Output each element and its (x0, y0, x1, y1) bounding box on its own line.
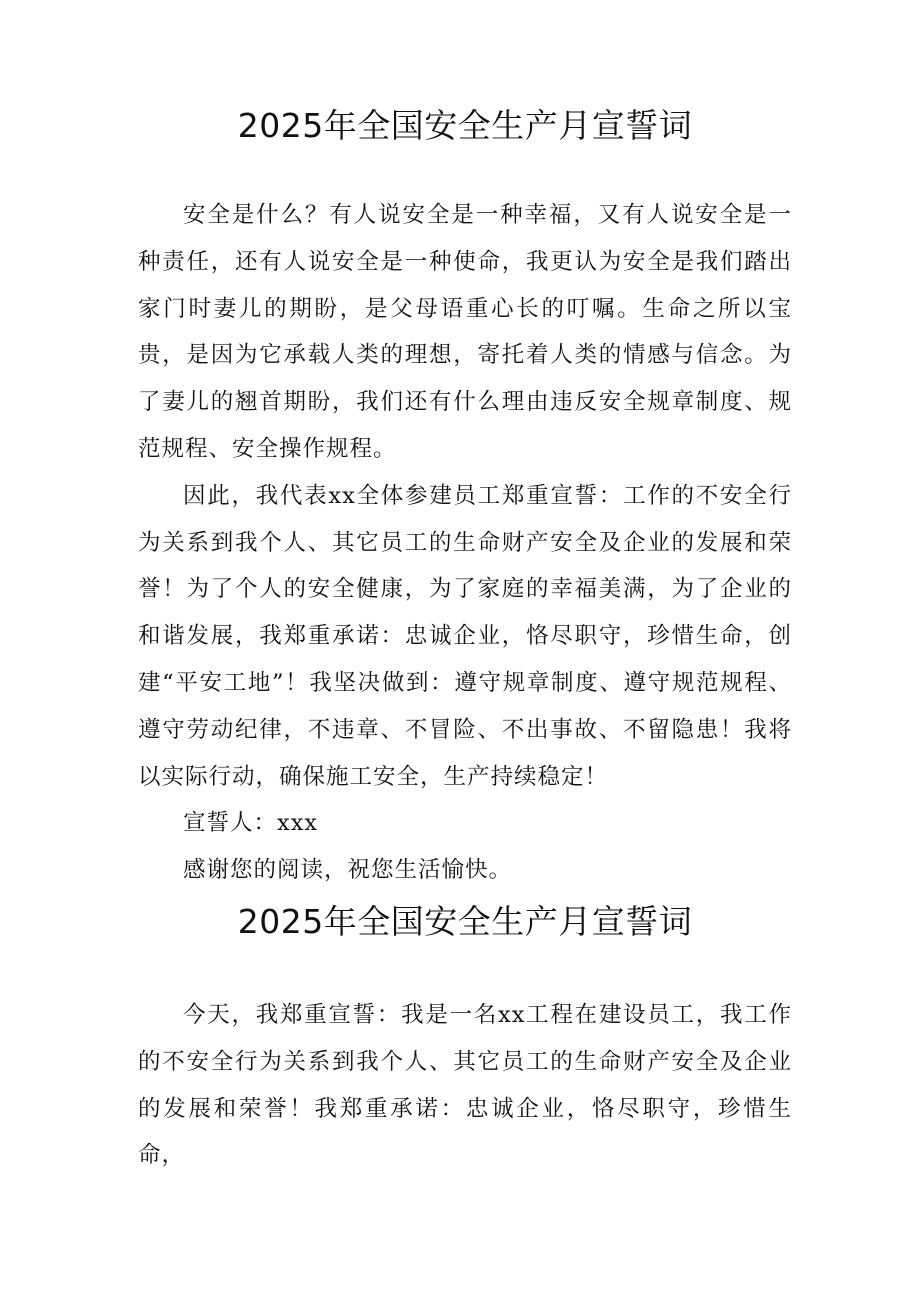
thanks-line: 感谢您的阅读，祝您生活愉快。 (183, 857, 513, 884)
signature-line: 宣誓人：xxx (183, 810, 319, 837)
document-title: 2025年全国安全生产月宣誓词 (237, 106, 693, 145)
document-title-second: 2025年全国安全生产月宣誓词 (237, 901, 693, 941)
paragraph-second-pledge: 今天，我郑重宣誓：我是一名xx工程在建设员工，我工作的不安全行为关系到我个人、其它员工的生命财产安全及企业的发展和荣誉！我郑重承诺：忠诚企业，恪尽职守，珍惜生命， (138, 1001, 792, 1169)
paragraph-pledge: 因此，我代表xx全体参建员工郑重宣誓：工作的不安全行为关系到我个人、其它员工的生命财产安全及企业的发展和荣誉！为了个人的安全健康，为了家庭的幸福美满，为了企业的和谐发展，我郑重承诺：忠诚企业，恪尽职守，珍惜生命，创建“平安工地”！我坚决做到：遵守规章制度、遵守规范规程、遵守劳动纪律，不违章、不冒险、不出事故、不留隐患！我将以实际行动，确保施工安全，生产持续稳定！ (138, 482, 792, 790)
paragraph-intro: 安全是什么？有人说安全是一种幸福，又有人说安全是一种责任，还有人说安全是一种使命，我更认为安全是我们踏出家门时妻儿的期盼，是父母语重心长的叮嘱。生命之所以宝贵，是因为它承载人类的理想，寄托着人类的情感与信念。为了妻儿的翘首期盼，我们还有什么理由违反安全规章制度、规范规程、安全操作规程。 (138, 202, 792, 462)
